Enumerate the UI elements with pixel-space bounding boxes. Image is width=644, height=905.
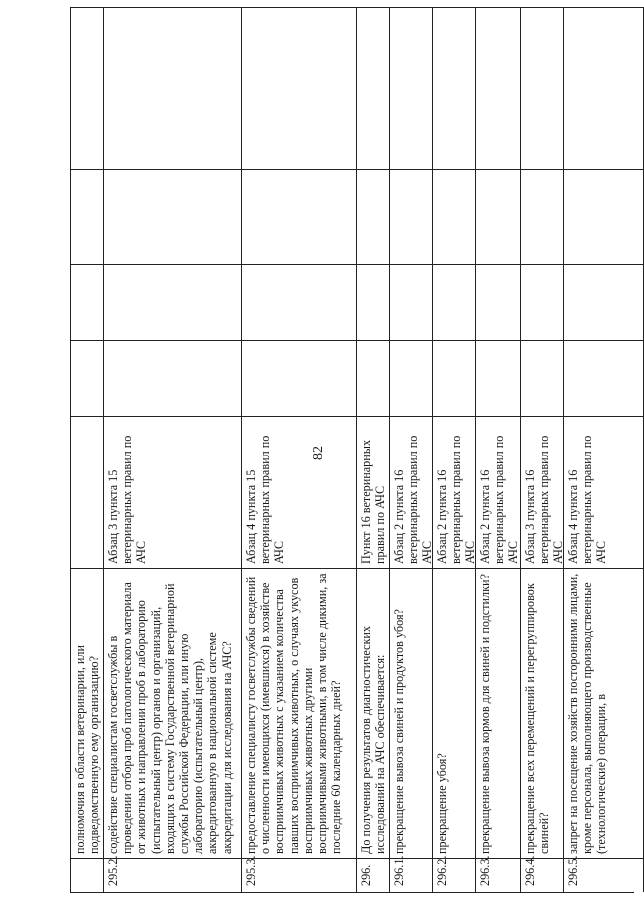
empty-cell (564, 264, 644, 340)
empty-cell (71, 340, 104, 416)
legal-reference: Абзац 3 пункта 16 ветеринарных правил по АЧС (521, 416, 564, 568)
empty-cell (390, 264, 433, 340)
table-row (242, 7, 357, 892)
empty-cell (521, 264, 564, 340)
empty-cell (433, 340, 476, 416)
checklist-table-wrapper (70, 8, 633, 893)
question-text: прекращение вывоза кормов для свиней и подстилки? (476, 568, 521, 858)
question-text: запрет на посещение хозяйств посторонними лицами, кроме персонала, выполняющего производственные (технологические) операции, в (564, 568, 644, 858)
legal-reference: Абзац 2 пункта 16 ветеринарных правил по АЧС (433, 416, 476, 568)
table-row (390, 7, 433, 892)
table-row (521, 7, 564, 892)
row-number: 295.3. (242, 858, 357, 892)
empty-cell (104, 7, 242, 169)
empty-cell (242, 7, 357, 169)
empty-cell (390, 7, 433, 169)
row-number (71, 858, 104, 892)
empty-cell (71, 264, 104, 340)
table-row (104, 7, 242, 892)
empty-cell (71, 7, 104, 169)
empty-cell (476, 340, 521, 416)
empty-cell (357, 340, 390, 416)
question-text: До получения результатов диагностических исследований на АЧС обеспечивается: (357, 568, 390, 858)
empty-cell (521, 7, 564, 169)
empty-cell (104, 264, 242, 340)
row-number: 296.2. (433, 858, 476, 892)
page-number-text: 82 (311, 446, 326, 460)
empty-cell (357, 7, 390, 169)
empty-cell (71, 169, 104, 264)
empty-cell (521, 169, 564, 264)
row-number: 295.2. (104, 858, 242, 892)
row-number: 296.1. (390, 858, 433, 892)
empty-cell (433, 264, 476, 340)
table-row (433, 7, 476, 892)
empty-cell (104, 169, 242, 264)
empty-cell (242, 340, 357, 416)
table-row (71, 7, 104, 892)
empty-cell (104, 340, 242, 416)
row-number: 296.4. (521, 858, 564, 892)
empty-cell (242, 264, 357, 340)
empty-cell (476, 7, 521, 169)
empty-cell (476, 264, 521, 340)
legal-reference (71, 416, 104, 568)
legal-reference: Абзац 4 пункта 16 ветеринарных правил по АЧС (564, 416, 644, 568)
empty-cell (564, 340, 644, 416)
question-text: прекращение всех перемещений и перегруппировок свиней? (521, 568, 564, 858)
table-row (564, 7, 644, 892)
row-number: 296. (357, 858, 390, 892)
question-text: прекращение убоя? (433, 568, 476, 858)
row-number: 296.3. (476, 858, 521, 892)
empty-cell (242, 169, 357, 264)
question-text: прекращение вывоза свиней и продуктов убоя? (390, 568, 433, 858)
legal-reference: Абзац 3 пункта 15 ветеринарных правил по АЧС (104, 416, 242, 568)
empty-cell (564, 169, 644, 264)
checklist-table (70, 7, 634, 893)
legal-reference: Абзац 2 пункта 16 ветеринарных правил по АЧС (476, 416, 521, 568)
table-row (357, 7, 390, 892)
empty-cell (433, 7, 476, 169)
question-text: предоставление специалисту госветслужбы сведений о численности имеющихся (имевшихся) в хозяйстве восприимчивых животных с указанием количества павших восприимчивых животных, о случаях укусов восприимчивых животных другими восприимчивыми животными, в том числе дикими, за последние 60 календарных дней? (242, 568, 357, 858)
empty-cell (390, 340, 433, 416)
legal-reference: Абзац 2 пункта 16 ветеринарных правил по АЧС (390, 416, 433, 568)
table-row (476, 7, 521, 892)
legal-reference: Абзац 4 пункта 15 ветеринарных правил по АЧС (242, 416, 357, 568)
empty-cell (433, 169, 476, 264)
question-text: полномочия в области ветеринарии, или подведомственную ему организацию? (71, 568, 104, 858)
empty-cell (564, 7, 644, 169)
empty-cell (521, 340, 564, 416)
row-number: 296.5. (564, 858, 644, 892)
empty-cell (476, 169, 521, 264)
empty-cell (357, 169, 390, 264)
question-text: содействие специалистам госветслужбы в проведении отбора проб патологического материала от животных и направлении проб в лабораторию (испытательный центр) органов и организаций, входящих в систему Государственной ветеринарной службы Российской Федерации, или иную лабораторию (испытательный центр), аккредитованную в национальной системе аккредитации для исследования на АЧС? (104, 568, 242, 858)
empty-cell (390, 169, 433, 264)
legal-reference: Пункт 16 ветеринарных правил по АЧС (357, 416, 390, 568)
empty-cell (357, 264, 390, 340)
